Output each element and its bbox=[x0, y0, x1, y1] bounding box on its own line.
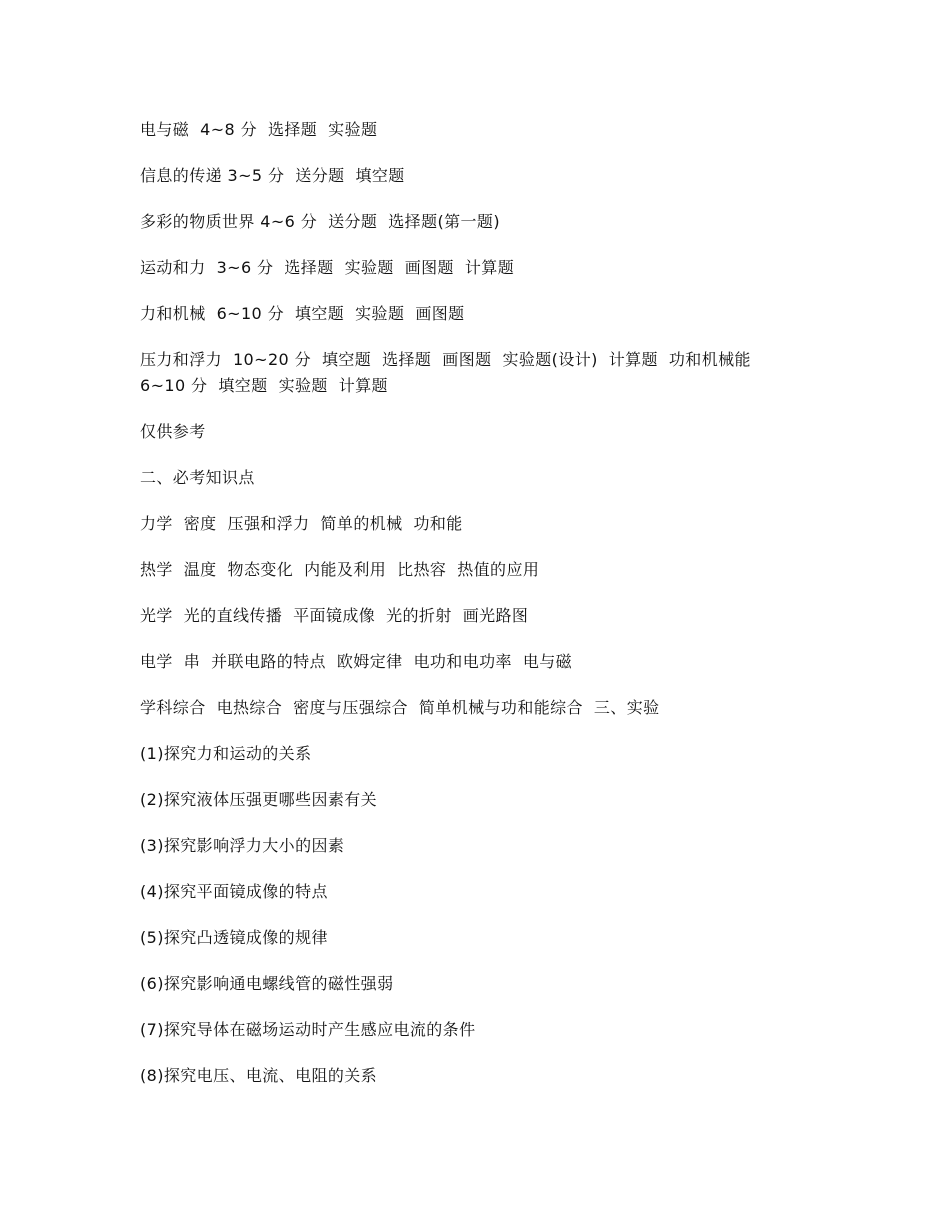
section-heading: 二、必考知识点 bbox=[140, 468, 255, 487]
note-line: 仅供参考 bbox=[140, 422, 206, 441]
text-line: 学科综合 电热综合 密度与压强综合 简单机械与功和能综合 三、实验 bbox=[140, 698, 660, 717]
document-body bbox=[140, 117, 820, 1109]
experiment-item: (2)探究液体压强更哪些因素有关 bbox=[140, 790, 378, 809]
text-line: 电与磁 4~8 分 选择题 实验题 bbox=[140, 120, 378, 139]
text-line: 信息的传递 3~5 分 送分题 填空题 bbox=[140, 166, 405, 185]
experiment-item: (3)探究影响浮力大小的因素 bbox=[140, 836, 345, 855]
text-paragraph: 压力和浮力 10~20 分 填空题 选择题 画图题 实验题(设计) 计算题 功和机械能 6~10 分 填空题 实验题 计算题 bbox=[140, 350, 751, 395]
text-line: 力和机械 6~10 分 填空题 实验题 画图题 bbox=[140, 304, 465, 323]
experiment-item: (6)探究影响通电螺线管的磁性强弱 bbox=[140, 974, 394, 993]
text-line: 光学 光的直线传播 平面镜成像 光的折射 画光路图 bbox=[140, 606, 529, 625]
experiment-item: (5)探究凸透镜成像的规律 bbox=[140, 928, 328, 947]
text-line: 力学 密度 压强和浮力 简单的机械 功和能 bbox=[140, 514, 463, 533]
experiment-item: (8)探究电压、电流、电阻的关系 bbox=[140, 1066, 378, 1085]
text-line: 多彩的物质世界 4~6 分 送分题 选择题(第一题) bbox=[140, 212, 500, 231]
experiment-item: (7)探究导体在磁场运动时产生感应电流的条件 bbox=[140, 1020, 476, 1039]
experiment-item: (4)探究平面镜成像的特点 bbox=[140, 882, 328, 901]
text-line: 运动和力 3~6 分 选择题 实验题 画图题 计算题 bbox=[140, 258, 515, 277]
experiment-item: (1)探究力和运动的关系 bbox=[140, 744, 312, 763]
text-line: 热学 温度 物态变化 内能及利用 比热容 热值的应用 bbox=[140, 560, 540, 579]
text-line: 电学 串 并联电路的特点 欧姆定律 电功和电功率 电与磁 bbox=[140, 652, 573, 671]
